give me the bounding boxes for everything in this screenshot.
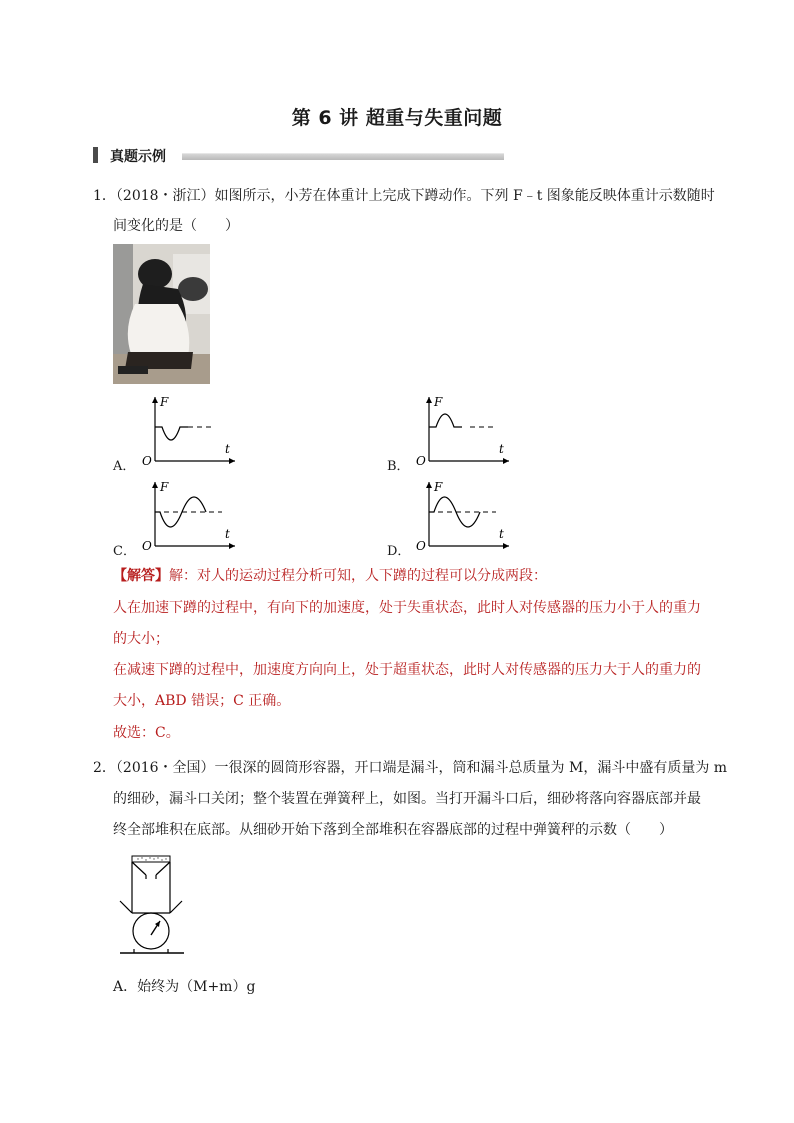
option-b-t-label: t <box>499 442 504 456</box>
answer-line1 <box>113 567 547 585</box>
section-bar <box>93 147 98 163</box>
option-d-label[interactable]: D． <box>387 544 411 559</box>
option-d-f-label: F <box>434 480 443 494</box>
answer-line4: 在减速下蹲的过程中，加速度方向向上，处于超重状态，此时人对传感器的压力大于人的重力的 <box>113 662 701 678</box>
option-a-t-label: t <box>225 442 230 456</box>
section-rule <box>182 153 504 160</box>
answer-line5: 大小，ABD 错误；C 正确。 <box>113 693 291 709</box>
q1-text-line2: 间变化的是（ ） <box>113 218 239 234</box>
option-b-label[interactable]: B． <box>387 459 410 474</box>
option-a-origin: O <box>142 454 152 468</box>
q2-text-line2: 的细砂，漏斗口关闭；整个装置在弹簧秤上，如图。当打开漏斗口后，细砂将落向容器底部并最 <box>113 791 701 807</box>
option-d-origin: O <box>416 539 426 553</box>
answer-text-1: 解：对人的运动过程分析可知，人下蹲的过程可以分成两段： <box>169 568 547 584</box>
q1-text-line1: 1．（2018・浙江）如图所示，小芳在体重计上完成下蹲动作。下列 F﹣t 图象能反映体重计示数随时 <box>93 188 715 204</box>
option-d-graph <box>414 478 514 553</box>
option-c-graph <box>140 478 240 553</box>
option-c-label[interactable]: C． <box>113 544 136 559</box>
answer-line3: 的大小； <box>113 631 169 647</box>
option-b-graph <box>414 393 514 468</box>
answer-line2: 人在加速下蹲的过程中，有向下的加速度，处于失重状态，此时人对传感器的压力小于人的重力 <box>113 600 701 616</box>
answer-line6: 故选：C。 <box>113 725 180 741</box>
option-b-origin: O <box>416 454 426 468</box>
q2-text-line3: 终全部堆积在底部。从细砂开始下落到全部堆积在容器底部的过程中弹簧秤的示数（ ） <box>113 822 673 838</box>
q2-text-line1: 2．（2016・全国）一很深的圆筒形容器，开口端是漏斗，筒和漏斗总质量为 M，漏斗中盛有质量为 m <box>93 760 728 776</box>
answer-tag: 【解答】 <box>113 568 169 584</box>
q2-option-a[interactable]: A．始终为（M+m）g <box>113 979 256 995</box>
option-c-origin: O <box>142 539 152 553</box>
squatting-girl-photo <box>113 244 210 384</box>
container-on-scale-diagram <box>112 853 192 961</box>
section-header <box>93 146 423 164</box>
option-a-f-label: F <box>160 395 169 409</box>
option-c-t-label: t <box>225 527 230 541</box>
option-a-graph <box>140 393 240 468</box>
option-a-label[interactable]: A． <box>113 459 136 474</box>
option-b-f-label: F <box>434 395 443 409</box>
option-d-t-label: t <box>499 527 504 541</box>
section-label: 真题示例 <box>110 149 166 165</box>
page-title: 第 6 讲 超重与失重问题 <box>291 107 503 129</box>
option-c-f-label: F <box>160 480 169 494</box>
